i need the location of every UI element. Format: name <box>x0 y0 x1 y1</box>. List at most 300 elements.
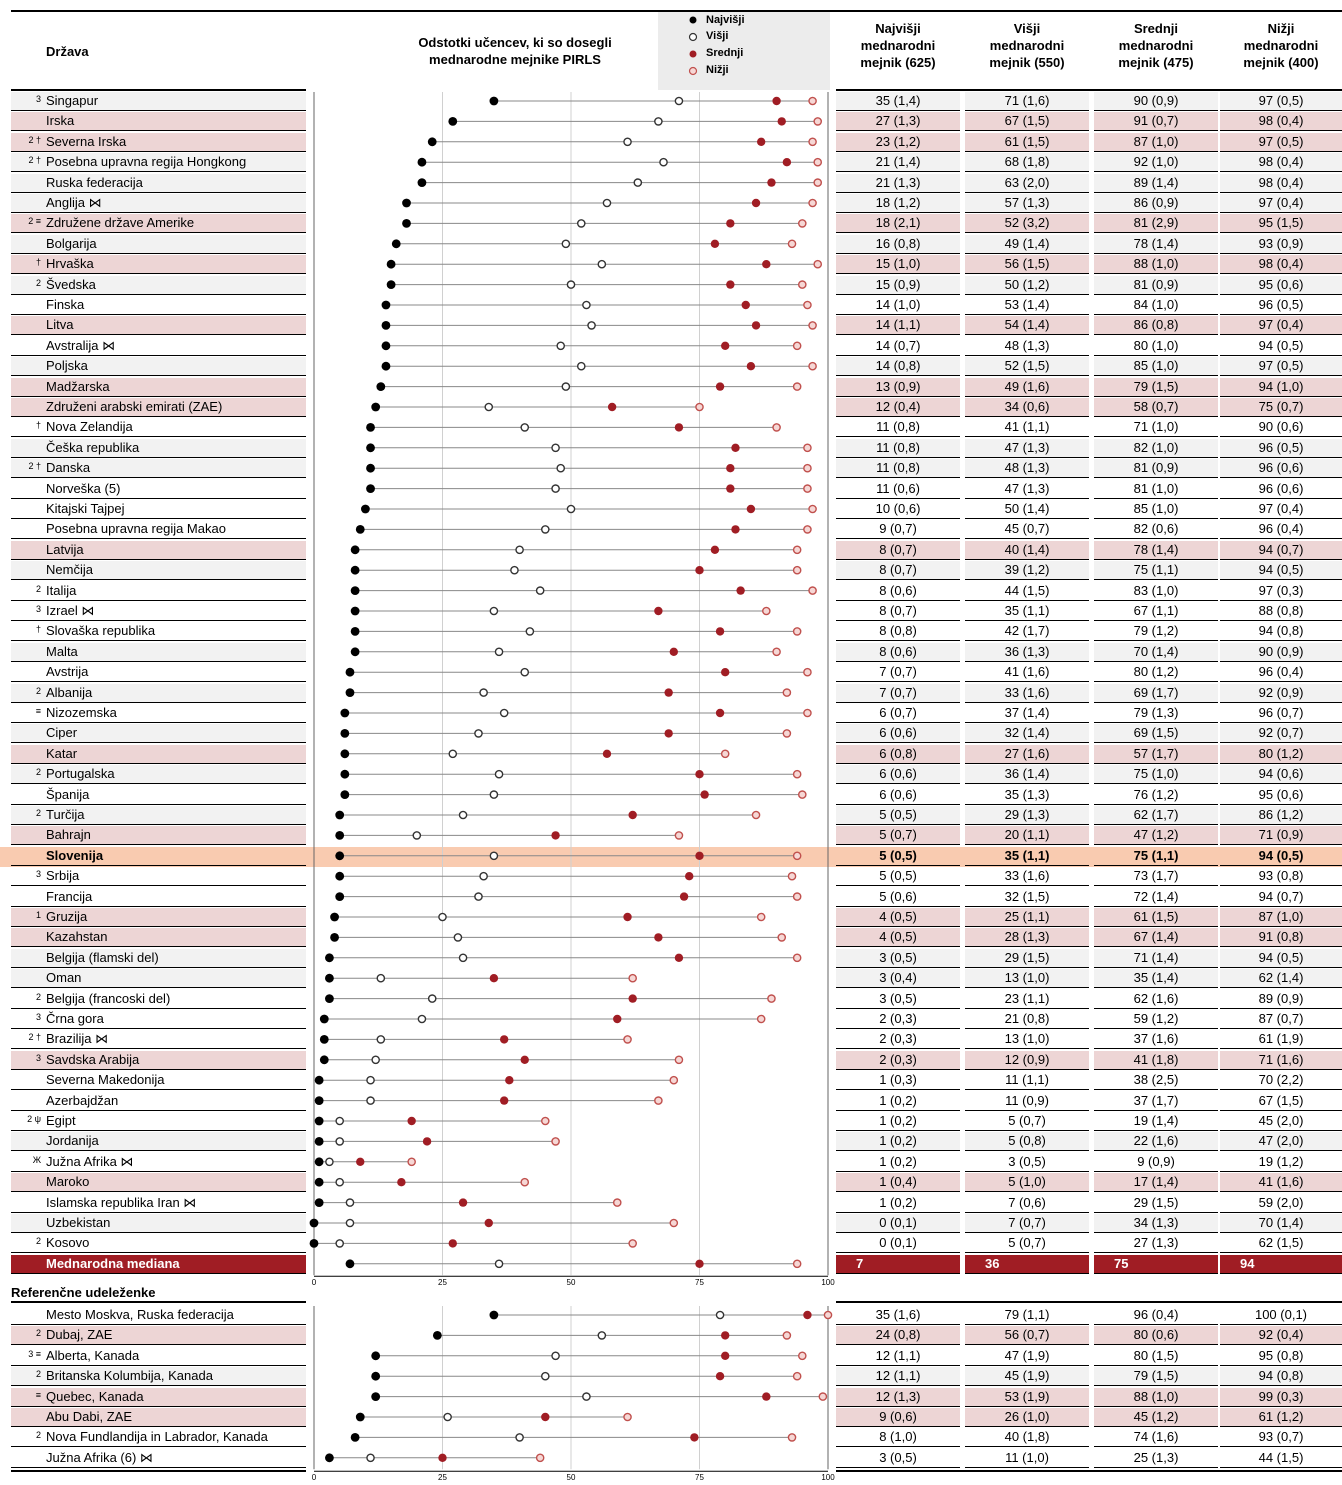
section-rule <box>11 1301 306 1303</box>
value-cell: 92 (0,7) <box>1220 724 1342 743</box>
value-cell: 78 (1,4) <box>1094 235 1218 254</box>
dot-visji <box>583 1393 590 1400</box>
footnote-mark: 2 † <box>28 1032 41 1043</box>
value-cell: 63 (2,0) <box>965 174 1089 193</box>
dot-nizji <box>675 1056 682 1063</box>
dot-visji <box>598 1332 605 1339</box>
value-cell: 80 (1,5) <box>1094 1347 1218 1366</box>
value-cell: 6 (0,6) <box>836 765 960 784</box>
value-cell: 7 (0,7) <box>965 1214 1089 1233</box>
dot-srednji <box>490 974 498 982</box>
country-name: Nemčija <box>46 562 93 578</box>
dot-nizji <box>758 1015 765 1022</box>
footnote-mark: † <box>35 420 41 431</box>
value-cell: 25 (1,3) <box>1094 1449 1218 1468</box>
dot-srednji <box>680 892 688 900</box>
dot-nizji <box>788 240 795 247</box>
value-cell: 8 (1,0) <box>836 1428 960 1447</box>
dot-najvisji <box>361 505 370 514</box>
dot-srednji <box>521 1056 529 1064</box>
value-cell: 80 (1,2) <box>1220 745 1342 764</box>
dot-najvisji <box>320 1015 329 1024</box>
dot-srednji <box>747 362 755 370</box>
value-cell: 98 (0,4) <box>1220 153 1342 172</box>
value-cell: 8 (0,6) <box>836 582 960 601</box>
value-cell: 79 (1,2) <box>1094 622 1218 641</box>
value-cell: 7 <box>836 1255 960 1274</box>
value-cell: 96 (0,4) <box>1094 1306 1218 1325</box>
dot-srednji <box>752 199 760 207</box>
dot-najvisji <box>371 1351 380 1360</box>
footnote-mark: 2 <box>35 277 41 288</box>
value-cell: 95 (0,6) <box>1220 276 1342 295</box>
value-cell: 81 (1,0) <box>1094 480 1218 499</box>
value-cell: 35 (1,1) <box>965 602 1089 621</box>
value-cell: 6 (0,6) <box>836 786 960 805</box>
dot-visji <box>578 220 585 227</box>
dot-srednji <box>711 240 719 248</box>
dot-najvisji <box>418 158 427 167</box>
value-cell: 28 (1,3) <box>965 928 1089 947</box>
dot-nizji <box>799 220 806 227</box>
value-cell: 91 (0,7) <box>1094 112 1218 131</box>
dot-visji <box>485 403 492 410</box>
value-cell: 94 (0,5) <box>1220 337 1342 356</box>
dot-najvisji <box>310 1239 319 1248</box>
country-name: Singapur <box>46 93 99 108</box>
dot-visji <box>346 1219 353 1226</box>
value-cell: 11 (0,9) <box>965 1092 1089 1111</box>
country-name: Nova Zelandija <box>46 419 133 435</box>
dot-nizji <box>783 1332 790 1339</box>
value-cell: 2 (0,3) <box>836 1010 960 1029</box>
country-name: Jordanija <box>46 1133 99 1149</box>
value-cell: 75 (1,1) <box>1094 847 1218 866</box>
value-cell: 1 (0,2) <box>836 1194 960 1213</box>
dot-nizji <box>794 852 801 859</box>
dot-visji <box>542 1373 549 1380</box>
dot-najvisji <box>490 1311 499 1320</box>
dot-nizji <box>809 97 816 104</box>
country-name: Nizozemska <box>46 705 117 720</box>
value-cell: 90 (0,6) <box>1220 418 1342 437</box>
dot-najvisji <box>315 1137 324 1146</box>
dot-visji <box>567 281 574 288</box>
dot-najvisji <box>325 1453 334 1462</box>
dot-srednji <box>695 566 703 574</box>
dot-nizji <box>804 444 811 451</box>
dot-srednji <box>356 1158 364 1166</box>
value-cell: 94 (1,0) <box>1220 378 1342 397</box>
dot-visji <box>557 465 564 472</box>
value-cell: 57 (1,3) <box>965 194 1089 213</box>
footnote-mark: Ж <box>32 1154 41 1165</box>
dot-nizji <box>783 689 790 696</box>
dot-nizji <box>794 546 801 553</box>
dot-najvisji <box>335 851 344 860</box>
dot-srednji <box>726 484 734 492</box>
country-name: Bahrajn <box>46 827 91 843</box>
dot-visji <box>367 1077 374 1084</box>
value-cell: 68 (1,8) <box>965 153 1089 172</box>
country-name: Norveška (5) <box>46 480 121 496</box>
value-cell: 85 (1,0) <box>1094 500 1218 519</box>
dot-visji <box>377 975 384 982</box>
dot-srednji <box>459 1198 467 1206</box>
dot-srednji <box>449 1239 457 1247</box>
value-cell: 79 (1,3) <box>1094 704 1218 723</box>
value-cell: 8 (0,7) <box>836 561 960 580</box>
value-cell: 75 <box>1094 1255 1218 1274</box>
value-cell: 27 (1,3) <box>836 112 960 131</box>
value-cell: 71 (1,4) <box>1094 949 1218 968</box>
value-cell: 41 (1,8) <box>1094 1051 1218 1070</box>
value-cell: 81 (2,9) <box>1094 214 1218 233</box>
value-cell: 97 (0,5) <box>1220 357 1342 376</box>
dot-visji <box>459 954 466 961</box>
country-name: Litva <box>46 317 74 333</box>
dot-srednji <box>695 1260 703 1268</box>
dot-srednji <box>603 750 611 758</box>
footnote-mark: 2 † <box>28 134 41 145</box>
country-name: Srbija <box>46 868 80 884</box>
country-name: Egipt <box>46 1113 76 1128</box>
dot-najvisji <box>340 790 349 799</box>
value-cell: 3 (0,5) <box>836 1449 960 1468</box>
value-cell: 15 (0,9) <box>836 276 960 295</box>
value-cell: 56 (0,7) <box>965 1326 1089 1345</box>
dot-visji <box>326 1158 333 1165</box>
value-cell: 3 (0,5) <box>965 1153 1089 1172</box>
dot-nizji <box>819 1393 826 1400</box>
dot-srednji <box>700 790 708 798</box>
dot-nizji <box>809 363 816 370</box>
value-cell: 10 (0,6) <box>836 500 960 519</box>
dot-visji <box>490 607 497 614</box>
dot-srednji <box>747 505 755 513</box>
value-cell: 98 (0,4) <box>1220 112 1342 131</box>
value-cell: 71 (1,6) <box>1220 1051 1342 1070</box>
dot-visji <box>480 689 487 696</box>
dot-visji <box>552 485 559 492</box>
footnote-mark: 2 <box>35 685 41 696</box>
value-cell: 33 (1,6) <box>965 684 1089 703</box>
value-cell: 52 (3,2) <box>965 214 1089 233</box>
dot-srednji <box>762 1392 770 1400</box>
country-name: Hrvaška <box>46 256 94 272</box>
dot-nizji <box>804 709 811 716</box>
dot-nizji <box>794 628 801 635</box>
dot-srednji <box>690 1433 698 1441</box>
value-cell: 71 (0,9) <box>1220 826 1342 845</box>
value-cell: 20 (1,1) <box>965 826 1089 845</box>
value-cell: 83 (1,0) <box>1094 582 1218 601</box>
value-cell: 11 (0,6) <box>836 480 960 499</box>
value-cell: 37 (1,4) <box>965 704 1089 723</box>
value-cell: 35 (1,3) <box>965 786 1089 805</box>
country-name: Irska <box>46 113 75 129</box>
dot-najvisji <box>382 362 391 371</box>
value-cell: 21 (1,3) <box>836 174 960 193</box>
dot-najvisji <box>315 1076 324 1085</box>
country-name: Abu Dabi, ZAE <box>46 1409 132 1424</box>
dot-srednji <box>783 158 791 166</box>
value-cell: 89 (0,9) <box>1220 990 1342 1009</box>
dot-srednji <box>726 219 734 227</box>
value-cell: 62 (1,7) <box>1094 806 1218 825</box>
dot-visji <box>603 199 610 206</box>
dot-visji <box>655 118 662 125</box>
value-cell: 61 (1,2) <box>1220 1408 1342 1427</box>
country-name: Posebna upravna regija Hongkong <box>46 154 247 170</box>
dot-nizji <box>794 1373 801 1380</box>
value-cell: 82 (0,6) <box>1094 520 1218 539</box>
value-cell: 78 (1,4) <box>1094 541 1218 560</box>
dot-srednji <box>613 1015 621 1023</box>
value-cell: 5 (0,7) <box>836 826 960 845</box>
value-cell: 94 (0,8) <box>1220 622 1342 641</box>
dot-nizji <box>809 505 816 512</box>
dot-visji <box>526 628 533 635</box>
dot-srednji <box>675 954 683 962</box>
country-name: Izrael ⋈ <box>46 603 95 618</box>
dot-visji <box>562 383 569 390</box>
reference-header: Referenčne udeleženke <box>11 1285 156 1300</box>
dot-najvisji <box>366 443 375 452</box>
value-cell: 16 (0,8) <box>836 235 960 254</box>
dot-nizji <box>788 1434 795 1441</box>
legend-label-visji: Višji <box>706 30 729 42</box>
value-cell: 34 (1,3) <box>1094 1214 1218 1233</box>
value-cell: 62 (1,5) <box>1220 1234 1342 1253</box>
legend-label-najvisji: Najvišji <box>706 14 745 26</box>
value-cell: 89 (1,4) <box>1094 174 1218 193</box>
value-cell: 96 (0,5) <box>1220 296 1342 315</box>
dot-nizji <box>804 485 811 492</box>
value-cell: 94 <box>1220 1255 1342 1274</box>
footnote-mark: ≡ <box>35 706 41 716</box>
country-name: Portugalska <box>46 766 115 782</box>
dot-srednji <box>500 1096 508 1104</box>
x-tick-label: 75 <box>695 1473 704 1483</box>
dot-srednji <box>397 1178 405 1186</box>
value-cell: 88 (1,0) <box>1094 1388 1218 1407</box>
country-column-header: Država <box>46 44 89 59</box>
value-cell: 97 (0,5) <box>1220 133 1342 152</box>
country-name: Danska <box>46 460 91 476</box>
value-cell: 1 (0,2) <box>836 1153 960 1172</box>
value-cell: 35 (1,4) <box>1094 969 1218 988</box>
value-cell: 5 (0,7) <box>965 1234 1089 1253</box>
dot-nizji <box>670 1077 677 1084</box>
value-cell: 12 (1,1) <box>836 1347 960 1366</box>
value-cell: 79 (1,1) <box>965 1306 1089 1325</box>
country-name: Belgija (flamski del) <box>46 949 159 965</box>
value-cell: 40 (1,8) <box>965 1428 1089 1447</box>
value-cell: 21 (1,4) <box>836 153 960 172</box>
value-cell: 74 (1,6) <box>1094 1428 1218 1447</box>
dot-srednji <box>623 913 631 921</box>
country-name: Južna Afrika (6) ⋈ <box>46 1449 153 1465</box>
dot-srednji <box>757 138 765 146</box>
value-cell: 7 (0,6) <box>965 1194 1089 1213</box>
dot-nizji <box>614 1199 621 1206</box>
value-cell: 67 (1,5) <box>965 112 1089 131</box>
country-name: Britanska Kolumbija, Kanada <box>46 1368 213 1384</box>
country-name: Kosovo <box>46 1235 90 1251</box>
dot-visji <box>454 934 461 941</box>
section-rule <box>11 1470 306 1472</box>
dot-srednji <box>670 648 678 656</box>
dot-nizji <box>783 730 790 737</box>
dot-najvisji <box>335 892 344 901</box>
dot-visji <box>336 1240 343 1247</box>
value-cell: 70 (2,2) <box>1220 1071 1342 1090</box>
country-name: Malta <box>46 643 78 659</box>
footnote-mark: 2 † <box>28 155 41 166</box>
value-cell: 53 (1,9) <box>965 1388 1089 1407</box>
dot-visji <box>367 1097 374 1104</box>
dot-nizji <box>794 893 801 900</box>
dot-nizji <box>809 199 816 206</box>
col-header-visji: Višji mednarodni mejnik (550) <box>989 21 1065 70</box>
value-cell: 79 (1,5) <box>1094 378 1218 397</box>
value-cell: 8 (0,7) <box>836 541 960 560</box>
dot-srednji <box>716 627 724 635</box>
x-tick-label: 25 <box>438 1278 447 1288</box>
value-cell: 33 (1,6) <box>965 867 1089 886</box>
dot-najvisji <box>387 280 396 289</box>
dot-srednji <box>731 525 739 533</box>
dot-nizji <box>722 750 729 757</box>
dot-srednji <box>628 994 636 1002</box>
value-cell: 32 (1,4) <box>965 724 1089 743</box>
dot-visji <box>490 852 497 859</box>
value-cell: 41 (1,6) <box>1220 1173 1342 1192</box>
value-cell: 12 (0,9) <box>965 1051 1089 1070</box>
dot-najvisji <box>320 1055 329 1064</box>
value-cell: 90 (0,9) <box>1220 643 1342 662</box>
dot-nizji <box>794 342 801 349</box>
dot-srednji <box>772 97 780 105</box>
value-cell: 80 (1,0) <box>1094 337 1218 356</box>
value-cell: 61 (1,5) <box>1094 908 1218 927</box>
dot-nizji <box>773 424 780 431</box>
value-cell: 70 (1,4) <box>1220 1214 1342 1233</box>
dot-visji <box>459 811 466 818</box>
value-cell: 29 (1,5) <box>965 949 1089 968</box>
dot-srednji <box>608 403 616 411</box>
value-cell: 12 (1,1) <box>836 1367 960 1386</box>
dot-nizji <box>696 403 703 410</box>
value-cell: 50 (1,4) <box>965 500 1089 519</box>
dot-srednji <box>803 1311 811 1319</box>
dot-nizji <box>768 995 775 1002</box>
country-name: Katar <box>46 745 78 761</box>
value-cell: 3 (0,5) <box>836 990 960 1009</box>
dot-visji <box>578 363 585 370</box>
value-cell: 61 (1,9) <box>1220 1030 1342 1049</box>
value-cell: 44 (1,5) <box>965 582 1089 601</box>
value-cell: 14 (1,1) <box>836 316 960 335</box>
dot-srednji <box>695 852 703 860</box>
x-tick-label: 50 <box>566 1278 576 1288</box>
dot-srednji <box>726 280 734 288</box>
footnote-mark: 2 ψ <box>27 1114 41 1124</box>
country-name: Maroko <box>46 1174 90 1190</box>
value-cell: 92 (0,4) <box>1220 1326 1342 1345</box>
value-cell: 26 (1,0) <box>965 1408 1089 1427</box>
value-cell: 40 (1,4) <box>965 541 1089 560</box>
dot-srednji <box>675 423 683 431</box>
dot-najvisji <box>356 525 365 534</box>
value-cell: 5 (0,6) <box>836 888 960 907</box>
value-cell: 82 (1,0) <box>1094 439 1218 458</box>
value-cell: 29 (1,3) <box>965 806 1089 825</box>
dot-najvisji <box>351 607 360 616</box>
dot-najvisji <box>346 1259 355 1268</box>
dot-nizji <box>763 607 770 614</box>
value-cell: 87 (1,0) <box>1094 133 1218 152</box>
dot-najvisji <box>402 219 411 228</box>
country-name: Kitajski Tajpej <box>46 501 125 516</box>
value-cell: 79 (1,5) <box>1094 1367 1218 1386</box>
value-cell: 3 (0,5) <box>836 949 960 968</box>
dot-najvisji <box>335 811 344 820</box>
country-name: Mesto Moskva, Ruska federacija <box>46 1307 234 1322</box>
dot-najvisji <box>340 729 349 738</box>
value-cell: 27 (1,3) <box>1094 1234 1218 1253</box>
country-name: Finska <box>46 297 85 312</box>
dot-nizji <box>799 1352 806 1359</box>
country-name: Savdska Arabija <box>46 1051 140 1067</box>
value-cell: 80 (0,6) <box>1094 1326 1218 1345</box>
dot-najvisji <box>366 484 375 493</box>
value-cell: 36 (1,4) <box>965 765 1089 784</box>
dot-visji <box>418 1015 425 1022</box>
country-name: Združeni arabski emirati (ZAE) <box>46 399 223 414</box>
x-tick-label: 50 <box>566 1473 576 1483</box>
country-name: Nova Fundlandija in Labrador, Kanada <box>46 1429 268 1445</box>
dot-srednji <box>716 709 724 717</box>
dot-najvisji <box>371 403 380 412</box>
section-rule <box>836 1470 1342 1472</box>
value-cell: 47 (2,0) <box>1220 1132 1342 1151</box>
footnote-mark: 3 <box>35 1012 41 1022</box>
value-cell: 100 (0,1) <box>1220 1306 1342 1325</box>
dot-najvisji <box>418 178 427 187</box>
country-name: Anglija ⋈ <box>46 195 102 210</box>
value-cell: 8 (0,7) <box>836 602 960 621</box>
dot-srednji <box>716 382 724 390</box>
dot-visji <box>495 648 502 655</box>
value-cell: 5 (0,5) <box>836 806 960 825</box>
country-name: Češka republika <box>46 439 140 455</box>
dot-nizji <box>788 873 795 880</box>
value-cell: 80 (1,2) <box>1094 663 1218 682</box>
dot-najvisji <box>351 647 360 656</box>
dot-visji <box>660 159 667 166</box>
dot-srednji <box>778 117 786 125</box>
dot-nizji <box>804 669 811 676</box>
dot-nizji <box>794 771 801 778</box>
country-name: Uzbekistan <box>46 1215 111 1230</box>
dot-visji <box>372 1056 379 1063</box>
value-cell: 92 (0,9) <box>1220 684 1342 703</box>
value-cell: 35 (1,6) <box>836 1306 960 1325</box>
dot-najvisji <box>351 566 360 575</box>
dot-nizji <box>824 1311 831 1318</box>
